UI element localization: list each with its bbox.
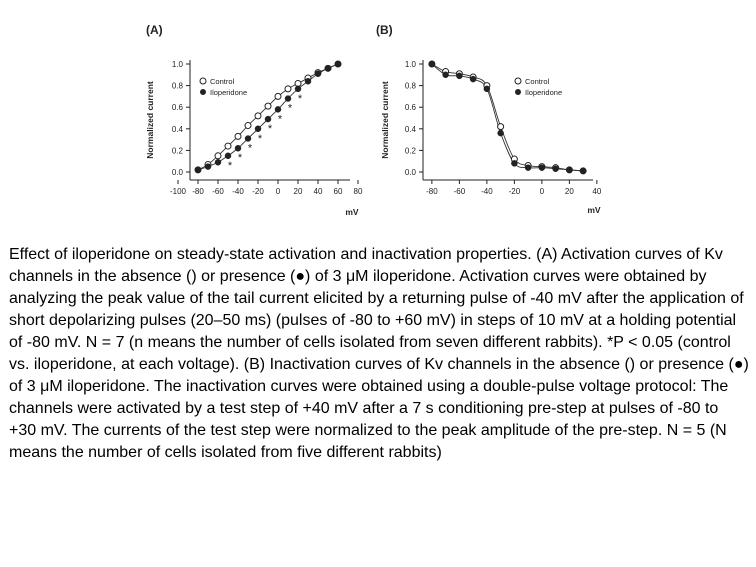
control-data-point — [255, 113, 261, 119]
panel-b-legend — [515, 77, 562, 97]
panel-b-x-ticks — [426, 180, 602, 196]
legend-control-label: Control — [210, 77, 235, 86]
panel-a-x-axis-title: mV — [345, 207, 359, 217]
legend-iloperidone-marker — [515, 89, 521, 95]
y-tick-label: 0.6 — [171, 103, 183, 113]
x-tick-label: -40 — [481, 187, 493, 196]
panel-a-x-ticks — [170, 180, 363, 196]
control-data-point — [245, 123, 251, 129]
iloperidone-data-point — [315, 71, 321, 77]
significance-asterisk: * — [247, 142, 253, 155]
significance-asterisk: * — [297, 92, 303, 105]
x-tick-label: 40 — [592, 187, 602, 196]
iloperidone-data-point — [235, 145, 241, 151]
significance-asterisk: * — [267, 123, 273, 136]
iloperidone-data-point — [484, 86, 490, 92]
iloperidone-data-point — [539, 165, 545, 171]
y-tick-label: 0.4 — [171, 124, 183, 134]
x-tick-label: -60 — [453, 187, 466, 196]
iloperidone-data-point — [275, 106, 281, 112]
panel-b-y-ticks — [405, 60, 423, 177]
iloperidone-data-point — [205, 164, 211, 170]
figure-caption: Effect of iloperidone on steady-state activation and inactivation properties. (A) Activation curves of Kv channels in the absence () or presence (●) of 3 μM iloperidone. Activation curves were obtained by analyzing the peak value of the tail current elicited by a returning pulse of -40 mV after the application of short depolarizing pulses (20–50 ms) (pulses of -80 to +60 mV) in steps of 10 mV at a holding potential of -80 mV. N = 7 (n means the number of cells isolated from seven different rabbits). *P < 0.05 (control vs. iloperidone, at each voltage). (B) Inactivation curves of Kv channels in the absence () or presence (●) of 3 μM iloperidone. The inactivation curves were obtained using a double-pulse voltage protocol: The channels were activated by a test step of +40 mV after a 7 s conditioning pre-step at pulses of -80 to +30 mV. The currents of the test step were normalized to the peak amplitude of the pre-step. N = 5 (N means the number of cells isolated from five different rabbits) — [9, 246, 749, 461]
panel-b-label: (B) — [376, 23, 393, 37]
panel-a-y-ticks — [172, 60, 190, 177]
iloperidone-data-point — [525, 165, 531, 171]
x-tick-label: 0 — [275, 187, 281, 196]
panel-b-fit-curves — [432, 64, 583, 171]
significance-asterisk: * — [257, 132, 263, 145]
panel-b-x-axis-title: mV — [587, 205, 601, 215]
panel-b-y-axis-title: Normalized current — [380, 81, 390, 159]
x-tick-label: 20 — [564, 187, 574, 196]
control-data-point — [265, 103, 271, 109]
iloperidone-data-point — [325, 65, 331, 71]
legend-iloperidone-label: Iloperidone — [525, 88, 563, 97]
control-data-point — [498, 124, 504, 130]
control-fit-line — [432, 64, 583, 171]
iloperidone-data-point — [255, 126, 261, 132]
control-data-point — [225, 143, 231, 149]
iloperidone-data-point — [285, 96, 291, 102]
legend-control-marker — [515, 78, 521, 84]
control-data-point — [295, 80, 301, 86]
legend-iloperidone-label: Iloperidone — [210, 88, 248, 97]
iloperidone-data-point — [295, 86, 301, 92]
control-data-point — [275, 93, 281, 99]
significance-asterisk: * — [287, 102, 293, 115]
y-tick-label: 0.0 — [404, 168, 416, 177]
x-tick-label: 40 — [313, 187, 323, 196]
iloperidone-data-point — [265, 116, 271, 122]
control-data-point — [235, 133, 241, 139]
x-tick-label: -40 — [232, 187, 244, 196]
iloperidone-fit-line — [432, 64, 583, 171]
iloperidone-data-point — [456, 73, 462, 79]
panel-b-data-points — [429, 61, 586, 174]
panel-a-legend — [200, 77, 247, 97]
x-tick-label: 20 — [293, 187, 303, 196]
y-tick-label: 0.0 — [171, 168, 183, 177]
y-tick-label: 0.6 — [404, 103, 416, 113]
significance-asterisk: * — [277, 113, 283, 126]
iloperidone-data-point — [225, 153, 231, 159]
iloperidone-data-point — [580, 168, 586, 174]
y-tick-label: 0.2 — [171, 146, 183, 156]
x-tick-label: -20 — [508, 187, 521, 196]
iloperidone-data-point — [215, 159, 221, 165]
iloperidone-data-point — [245, 136, 251, 142]
y-tick-label: 1.0 — [404, 60, 416, 69]
x-tick-label: -80 — [426, 187, 438, 196]
control-data-point — [215, 153, 221, 159]
iloperidone-data-point — [566, 167, 572, 173]
legend-control-label: Control — [525, 77, 550, 86]
control-data-point — [285, 86, 291, 92]
iloperidone-data-point — [498, 130, 504, 136]
x-tick-label: -80 — [192, 187, 204, 196]
y-tick-label: 0.2 — [404, 146, 416, 156]
y-tick-label: 0.8 — [404, 81, 416, 91]
iloperidone-data-point — [511, 160, 517, 166]
x-tick-label: -20 — [252, 187, 264, 196]
iloperidone-data-point — [443, 72, 449, 78]
iloperidone-data-point — [429, 61, 435, 67]
panel-a-y-axis-title: Normalized current — [145, 81, 155, 159]
iloperidone-data-point — [195, 167, 201, 173]
x-tick-label: 0 — [539, 187, 545, 196]
y-tick-label: 0.4 — [404, 124, 416, 134]
significance-asterisk: * — [227, 159, 233, 172]
x-tick-label: -60 — [212, 187, 224, 196]
iloperidone-data-point — [470, 76, 476, 82]
x-tick-label: 60 — [333, 187, 343, 196]
significance-asterisk: * — [237, 152, 243, 165]
legend-control-marker — [200, 78, 206, 84]
x-tick-label: 80 — [353, 187, 363, 196]
figure — [0, 0, 756, 235]
y-tick-label: 1.0 — [171, 60, 183, 69]
panel-a — [145, 23, 363, 217]
panel-b — [376, 23, 602, 215]
x-tick-label: -100 — [169, 187, 187, 196]
iloperidone-data-point — [305, 78, 311, 84]
iloperidone-data-point — [553, 166, 559, 172]
y-tick-label: 0.8 — [171, 81, 183, 91]
iloperidone-data-point — [335, 61, 341, 67]
panel-a-label: (A) — [146, 23, 163, 37]
legend-iloperidone-marker — [200, 89, 206, 95]
